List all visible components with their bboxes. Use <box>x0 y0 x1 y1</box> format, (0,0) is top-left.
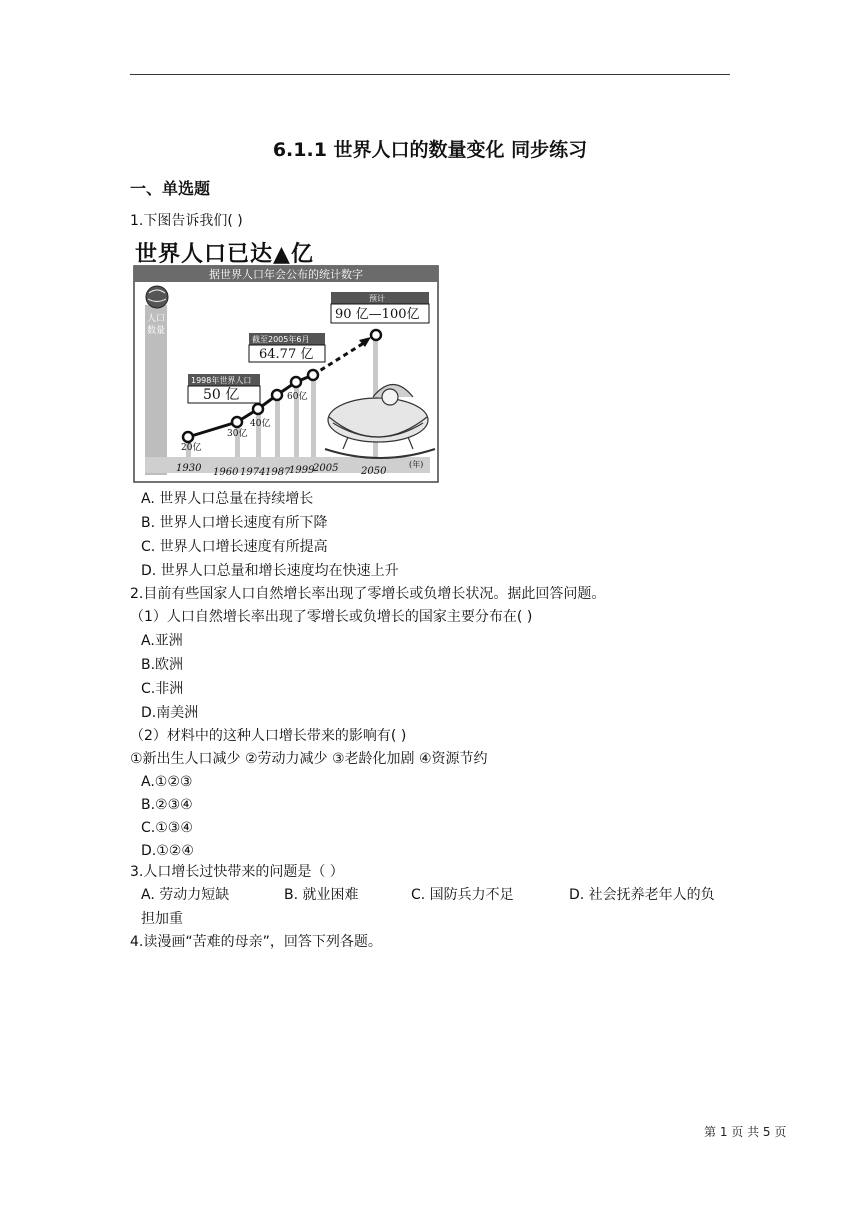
callout-forecast-value: 90 亿—100亿 <box>335 307 420 322</box>
question-4-stem: 4.读漫画“苦难的母亲”，回答下列各题。 <box>130 934 382 950</box>
point-label-1999: 60亿 <box>287 392 308 402</box>
q2-2-option-c[interactable]: C.①③④ <box>141 820 193 836</box>
question-2-sub2: （2）材料中的这种人口增长带来的影响有( ) <box>130 728 407 744</box>
figure-title: 世界人口已达▲亿 <box>135 242 314 267</box>
q1-option-b[interactable]: B. 世界人口增长速度有所下降 <box>141 515 328 531</box>
callout-2005-value: 64.77 亿 <box>259 347 314 362</box>
callout-1998-label: 1998年世界人口 <box>191 376 252 385</box>
globe-icon <box>146 286 168 308</box>
callout-1998-value: 50 亿 <box>203 387 240 403</box>
q1-option-c[interactable]: C. 世界人口增长速度有所提高 <box>141 539 328 555</box>
point-label-1960: 30亿 <box>227 429 248 439</box>
year-unit: (年) <box>409 460 424 469</box>
question-2-sub2-items: ①新出生人口减少 ②劳动力减少 ③老龄化加剧 ④资源节约 <box>130 751 488 767</box>
page-title: 6.1.1 世界人口的数量变化 同步练习 <box>272 139 588 161</box>
q3-option-a[interactable]: A. 劳动力短缺 <box>141 887 230 903</box>
q2-2-option-a[interactable]: A.①②③ <box>141 774 193 790</box>
year-1999: 1999 <box>289 465 315 476</box>
question-3-stem: 3.人口增长过快带来的问题是（ ） <box>130 864 344 880</box>
q3-option-d-wrap: 担加重 <box>141 911 183 927</box>
q1-option-d[interactable]: D. 世界人口总量和增长速度均在快速上升 <box>141 563 399 579</box>
year-1987: 1987 <box>265 467 291 478</box>
year-1960: 1960 <box>213 467 239 478</box>
q3-option-b[interactable]: B. 就业困难 <box>284 887 359 903</box>
q2-1-option-d[interactable]: D.南美洲 <box>141 705 199 721</box>
point-label-1930: 20亿 <box>181 443 202 453</box>
year-2005: 2005 <box>313 463 339 474</box>
year-1930: 1930 <box>176 463 202 474</box>
side-label-2: 数量 <box>147 326 166 336</box>
q2-1-option-a[interactable]: A.亚洲 <box>141 633 183 649</box>
year-1974: 1974 <box>240 467 266 478</box>
question-2-sub1: （1）人口自然增长率出现了零增长或负增长的国家主要分布在( ) <box>130 609 533 625</box>
point-label-1974: 40亿 <box>250 419 271 429</box>
q3-option-c[interactable]: C. 国防兵力不足 <box>411 887 514 903</box>
question-2-stem: 2.目前有些国家人口自然增长率出现了零增长或负增长状况。据此回答问题。 <box>130 586 606 602</box>
q1-option-a[interactable]: A. 世界人口总量在持续增长 <box>141 491 314 507</box>
q2-2-option-b[interactable]: B.②③④ <box>141 797 193 813</box>
population-chart <box>133 237 439 485</box>
section-heading: 一、单选题 <box>130 179 211 198</box>
question-1-stem: 1.下图告诉我们( ) <box>130 213 243 229</box>
q3-option-d[interactable]: D. 社会抚养老年人的负 <box>569 887 715 903</box>
year-2050: 2050 <box>361 466 387 477</box>
q2-1-option-b[interactable]: B.欧洲 <box>141 657 184 673</box>
q2-2-option-d[interactable]: D.①②④ <box>141 843 194 859</box>
q2-1-option-c[interactable]: C.非洲 <box>141 681 184 697</box>
callout-forecast-label: 预计 <box>369 294 385 303</box>
callout-2005-label: 截至2005年6月 <box>252 335 310 344</box>
population-figure <box>133 237 439 485</box>
header-rule <box>130 74 730 75</box>
side-label-1: 人口 <box>147 314 166 324</box>
page-footer: 第 1 页 共 5 页 <box>704 1125 787 1139</box>
figure-subtitle: 据世界人口年会公布的统计数字 <box>209 268 363 281</box>
